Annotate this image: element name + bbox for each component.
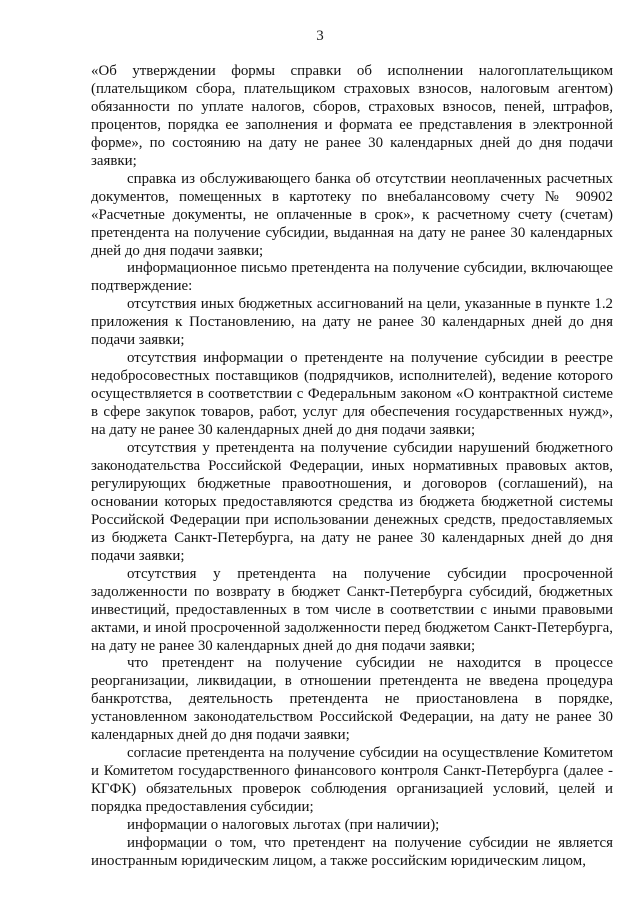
- paragraph: справка из обслуживающего банка об отсутствии неоплаченных расчетных документов, помещенных в картотеку по внебалансовому счету № 90902 «Расчетные документы, не оплаченные в срок», к расчетному счету (счетам) претендента на получение субсидии, выданная на дату не ранее 30 календарных дней до дня подачи заявки;: [91, 170, 613, 259]
- document-body: [91, 63, 613, 871]
- paragraph: «Об утверждении формы справки об исполнении налогоплательщиком (плательщиком сбора, плательщиком страховых взносов, налоговым агентом) обязанности по уплате налогов, сборов, страховых взносов, пеней, штрафов, процентов, порядка ее заполнения и формата ее представления в электронной форме», по состоянию на дату не ранее 30 календарных дней до дня подачи заявки;: [91, 63, 613, 169]
- paragraph: отсутствия у претендента на получение субсидии нарушений бюджетного законодательства Российской Федерации, иных нормативных правовых актов, регулирующих бюджетные правоотношения, и договоров (соглашений), на основании которых предоставляются средства из бюджета бюджетной системы Российской Федерации при использовании денежных средств, предоставляемых из бюджета Санкт-Петербурга, на дату не ранее 30 календарных дней до дня подачи заявки;: [91, 440, 613, 564]
- page-number: 3: [316, 28, 324, 44]
- paragraph: информации о налоговых льготах (при наличии);: [127, 817, 440, 834]
- paragraph: что претендент на получение субсидии не находится в процессе реорганизации, ликвидации, в отношении претендента не введена процедура банкротства, деятельность претендента не приостановлена в порядке, установленном законодательством Российской Федерации, на дату не ранее 30 календарных дней до дня подачи заявки;: [91, 655, 613, 744]
- paragraph: отсутствия иных бюджетных ассигнований на цели, указанные в пункте 1.2 приложения к Постановлению, на дату не ранее 30 календарных дней до дня подачи заявки;: [91, 296, 613, 349]
- paragraph: информации о том, что претендент на получение субсидии не является иностранным юридическим лицом, а также российским юридическим лицом,: [91, 834, 613, 869]
- paragraph: согласие претендента на получение субсидии на осуществление Комитетом и Комитетом государственного финансового контроля Санкт-Петербурга (далее - КГФК) обязательных проверок соблюдения организацией условий, целей и порядка предоставления субсидии;: [91, 745, 613, 816]
- paragraph: отсутствия у претендента на получение субсидии просроченной задолженности по возврату в бюджет Санкт-Петербурга субсидий, бюджетных инвестиций, предоставленных в том числе в соответствии с иными правовыми актами, и иной просроченной задолженности перед бюджетом Санкт-Петербурга, на дату не ранее 30 календарных дней до дня подачи заявки;: [91, 565, 613, 654]
- paragraph: информационное письмо претендента на получение субсидии, включающее подтверждение:: [91, 260, 613, 295]
- paragraph: отсутствия информации о претенденте на получение субсидии в реестре недобросовестных поставщиков (подрядчиков, исполнителей), ведение которого осуществляется в соответствии с Федеральным законом «О контрактной системе в сфере закупок товаров, работ, услуг для обеспечения государственных нужд», на дату не ранее 30 календарных дней до дня подачи заявки;: [91, 350, 613, 439]
